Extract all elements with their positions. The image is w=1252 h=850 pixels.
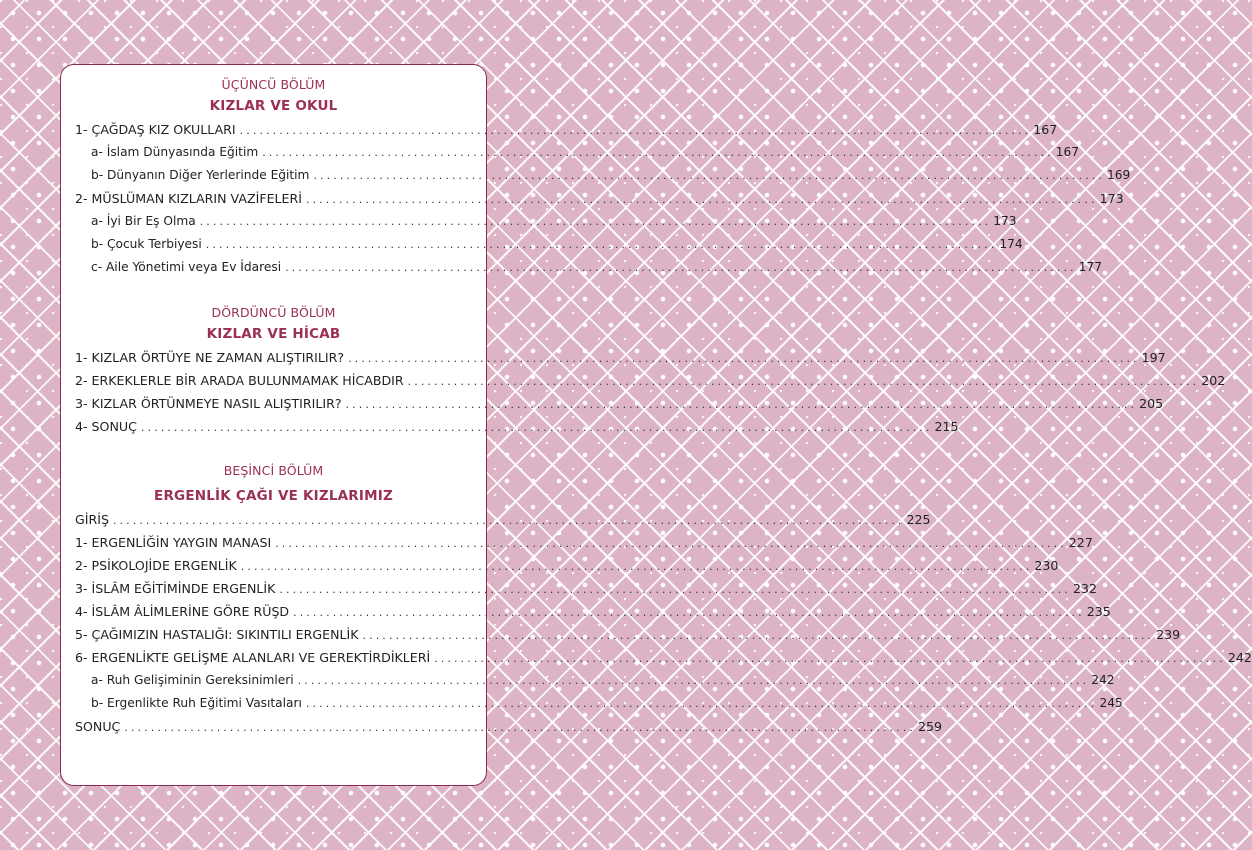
page-number: 245 bbox=[1099, 696, 1123, 710]
entry-title: a- İslam Dünyasında Eğitim bbox=[91, 145, 259, 159]
toc-entry bbox=[75, 531, 1093, 554]
entry-title: b- Çocuk Terbiyesi bbox=[91, 237, 202, 251]
page-number: 167 bbox=[1033, 122, 1058, 137]
entry-title: 4- İSLÂM ÂLİMLERİNE GÖRE RÜŞD bbox=[75, 604, 290, 619]
page-number: 242 bbox=[1227, 650, 1252, 665]
page-number: 167 bbox=[1055, 145, 1080, 159]
page-number: 225 bbox=[906, 512, 931, 527]
dot-leader: ........................................................................................................................ bbox=[297, 674, 1090, 687]
page-number: 239 bbox=[1156, 627, 1181, 642]
entry-title: c- Aile Yönetimi veya Ev İdaresi bbox=[91, 260, 282, 274]
toc-list bbox=[75, 346, 1226, 438]
section-title: KIZLAR VE HİCAB bbox=[206, 326, 341, 342]
toc-entry bbox=[75, 233, 1023, 256]
dot-leader: ........................................................................................................................ bbox=[305, 193, 1098, 206]
toc-entry bbox=[75, 646, 1252, 669]
page-number: 227 bbox=[1068, 535, 1093, 550]
toc-entry bbox=[75, 600, 1111, 623]
page-number: 232 bbox=[1072, 581, 1098, 596]
section-title: ERGENLİK ÇAĞI VE KIZLARIMIZ bbox=[154, 488, 393, 504]
dot-leader: ........................................................................................................................ bbox=[205, 238, 998, 251]
dot-leader: ........................................................................................................................ bbox=[407, 375, 1200, 388]
entry-title: 3- İSLÂM EĞİTİMİNDE ERGENLİK bbox=[75, 581, 276, 596]
toc-entry bbox=[75, 210, 1017, 233]
toc-entry bbox=[75, 256, 1102, 279]
section-5 bbox=[75, 463, 1252, 738]
section-label: DÖRDÜNCÜ BÖLÜM bbox=[211, 305, 336, 320]
dot-leader: ........................................................................................................................ bbox=[239, 124, 1032, 137]
toc-list bbox=[75, 118, 1131, 279]
page-number: 173 bbox=[1099, 191, 1124, 206]
dot-leader: ........................................................................................................................ bbox=[262, 146, 1054, 159]
page-number: 259 bbox=[917, 719, 942, 734]
toc-entry bbox=[75, 577, 1098, 600]
entry-title: a- İyi Bir Eş Olma bbox=[91, 214, 196, 228]
dot-leader: ........................................................................................................................ bbox=[140, 421, 933, 434]
dot-leader: ........................................................................................................................ bbox=[112, 514, 905, 527]
entry-title: a- Ruh Gelişiminin Gereksinimleri bbox=[91, 673, 294, 687]
entry-title: SONUÇ bbox=[75, 719, 121, 734]
toc-entry bbox=[75, 415, 959, 438]
entry-title: 1- ERGENLİĞİN YAYGIN MANASI bbox=[75, 535, 272, 550]
toc-entry bbox=[75, 669, 1115, 692]
toc-entry bbox=[75, 554, 1059, 577]
dot-leader: ........................................................................................................................ bbox=[199, 215, 992, 228]
page-number: 177 bbox=[1078, 260, 1102, 274]
toc-entry bbox=[75, 392, 1164, 415]
toc-entry bbox=[75, 715, 942, 738]
entry-title: 2- PSİKOLOJİDE ERGENLİK bbox=[75, 558, 237, 573]
dot-leader: ........................................................................................................................ bbox=[313, 169, 1106, 182]
entry-title: 2- MÜSLÜMAN KIZLARIN VAZİFELERİ bbox=[75, 191, 302, 206]
page-number: 242 bbox=[1091, 673, 1115, 687]
toc-entry bbox=[75, 141, 1080, 164]
entry-title: 5- ÇAĞIMIZIN HASTALIĞI: SIKINTILI ERGENLİK bbox=[75, 627, 359, 642]
page-number: 202 bbox=[1201, 373, 1226, 388]
dot-leader: ........................................................................................................................ bbox=[240, 560, 1033, 573]
page-number: 235 bbox=[1086, 604, 1111, 619]
page-number: 173 bbox=[993, 214, 1017, 228]
toc-entry bbox=[75, 508, 931, 531]
entry-title: b- Dünyanın Diğer Yerlerinde Eğitim bbox=[91, 168, 310, 182]
dot-leader: ........................................................................................................................ bbox=[293, 606, 1085, 619]
entry-title: 1- KIZLAR ÖRTÜYE NE ZAMAN ALIŞTIRILIR? bbox=[75, 350, 345, 365]
dot-leader: ........................................................................................................................ bbox=[305, 697, 1098, 710]
entry-title: 6- ERGENLİKTE GELİŞME ALANLARI VE GEREKTİRDİKLERİ bbox=[75, 650, 431, 665]
toc-entry bbox=[75, 369, 1226, 392]
page-number: 205 bbox=[1139, 396, 1164, 411]
entry-title: 4- SONUÇ bbox=[75, 419, 137, 434]
page-number: 230 bbox=[1034, 558, 1059, 573]
entry-title: 1- ÇAĞDAŞ KIZ OKULLARI bbox=[75, 122, 236, 137]
toc-entry bbox=[75, 692, 1123, 715]
entry-title: 2- ERKEKLERLE BİR ARADA BULUNMAMAK HİCABDIR bbox=[75, 373, 404, 388]
toc-entry bbox=[75, 118, 1058, 141]
section-label: ÜÇÜNCÜ BÖLÜM bbox=[221, 77, 326, 92]
dot-leader: ........................................................................................................................ bbox=[348, 352, 1140, 365]
dot-leader: ........................................................................................................................ bbox=[285, 261, 1077, 274]
section-3 bbox=[75, 77, 1131, 279]
dot-leader: ........................................................................................................................ bbox=[124, 721, 916, 734]
toc-entry bbox=[75, 623, 1181, 646]
toc-card bbox=[60, 64, 1252, 786]
section-label: BEŞİNCİ BÖLÜM bbox=[223, 463, 324, 478]
entry-title: 3- KIZLAR ÖRTÜNMEYE NASIL ALIŞTIRILIR? bbox=[75, 396, 342, 411]
toc-entry bbox=[75, 164, 1131, 187]
toc-list bbox=[75, 508, 1252, 738]
page-number: 174 bbox=[999, 237, 1023, 251]
section-title: KIZLAR VE OKUL bbox=[209, 98, 338, 114]
entry-title: GİRİŞ bbox=[75, 512, 109, 527]
dot-leader: ........................................................................................................................ bbox=[275, 537, 1067, 550]
entry-title: b- Ergenlikte Ruh Eğitimi Vasıtaları bbox=[91, 696, 302, 710]
dot-leader: ........................................................................................................................ bbox=[279, 583, 1071, 596]
page-number: 215 bbox=[934, 419, 959, 434]
toc-entry bbox=[75, 187, 1124, 210]
toc-entry bbox=[75, 346, 1166, 369]
page-number: 169 bbox=[1107, 168, 1131, 182]
section-4 bbox=[75, 305, 1226, 438]
page-number: 197 bbox=[1141, 350, 1166, 365]
dot-leader: ........................................................................................................................ bbox=[345, 398, 1138, 411]
dot-leader: ........................................................................................................................ bbox=[434, 652, 1226, 665]
dot-leader: ........................................................................................................................ bbox=[362, 629, 1155, 642]
